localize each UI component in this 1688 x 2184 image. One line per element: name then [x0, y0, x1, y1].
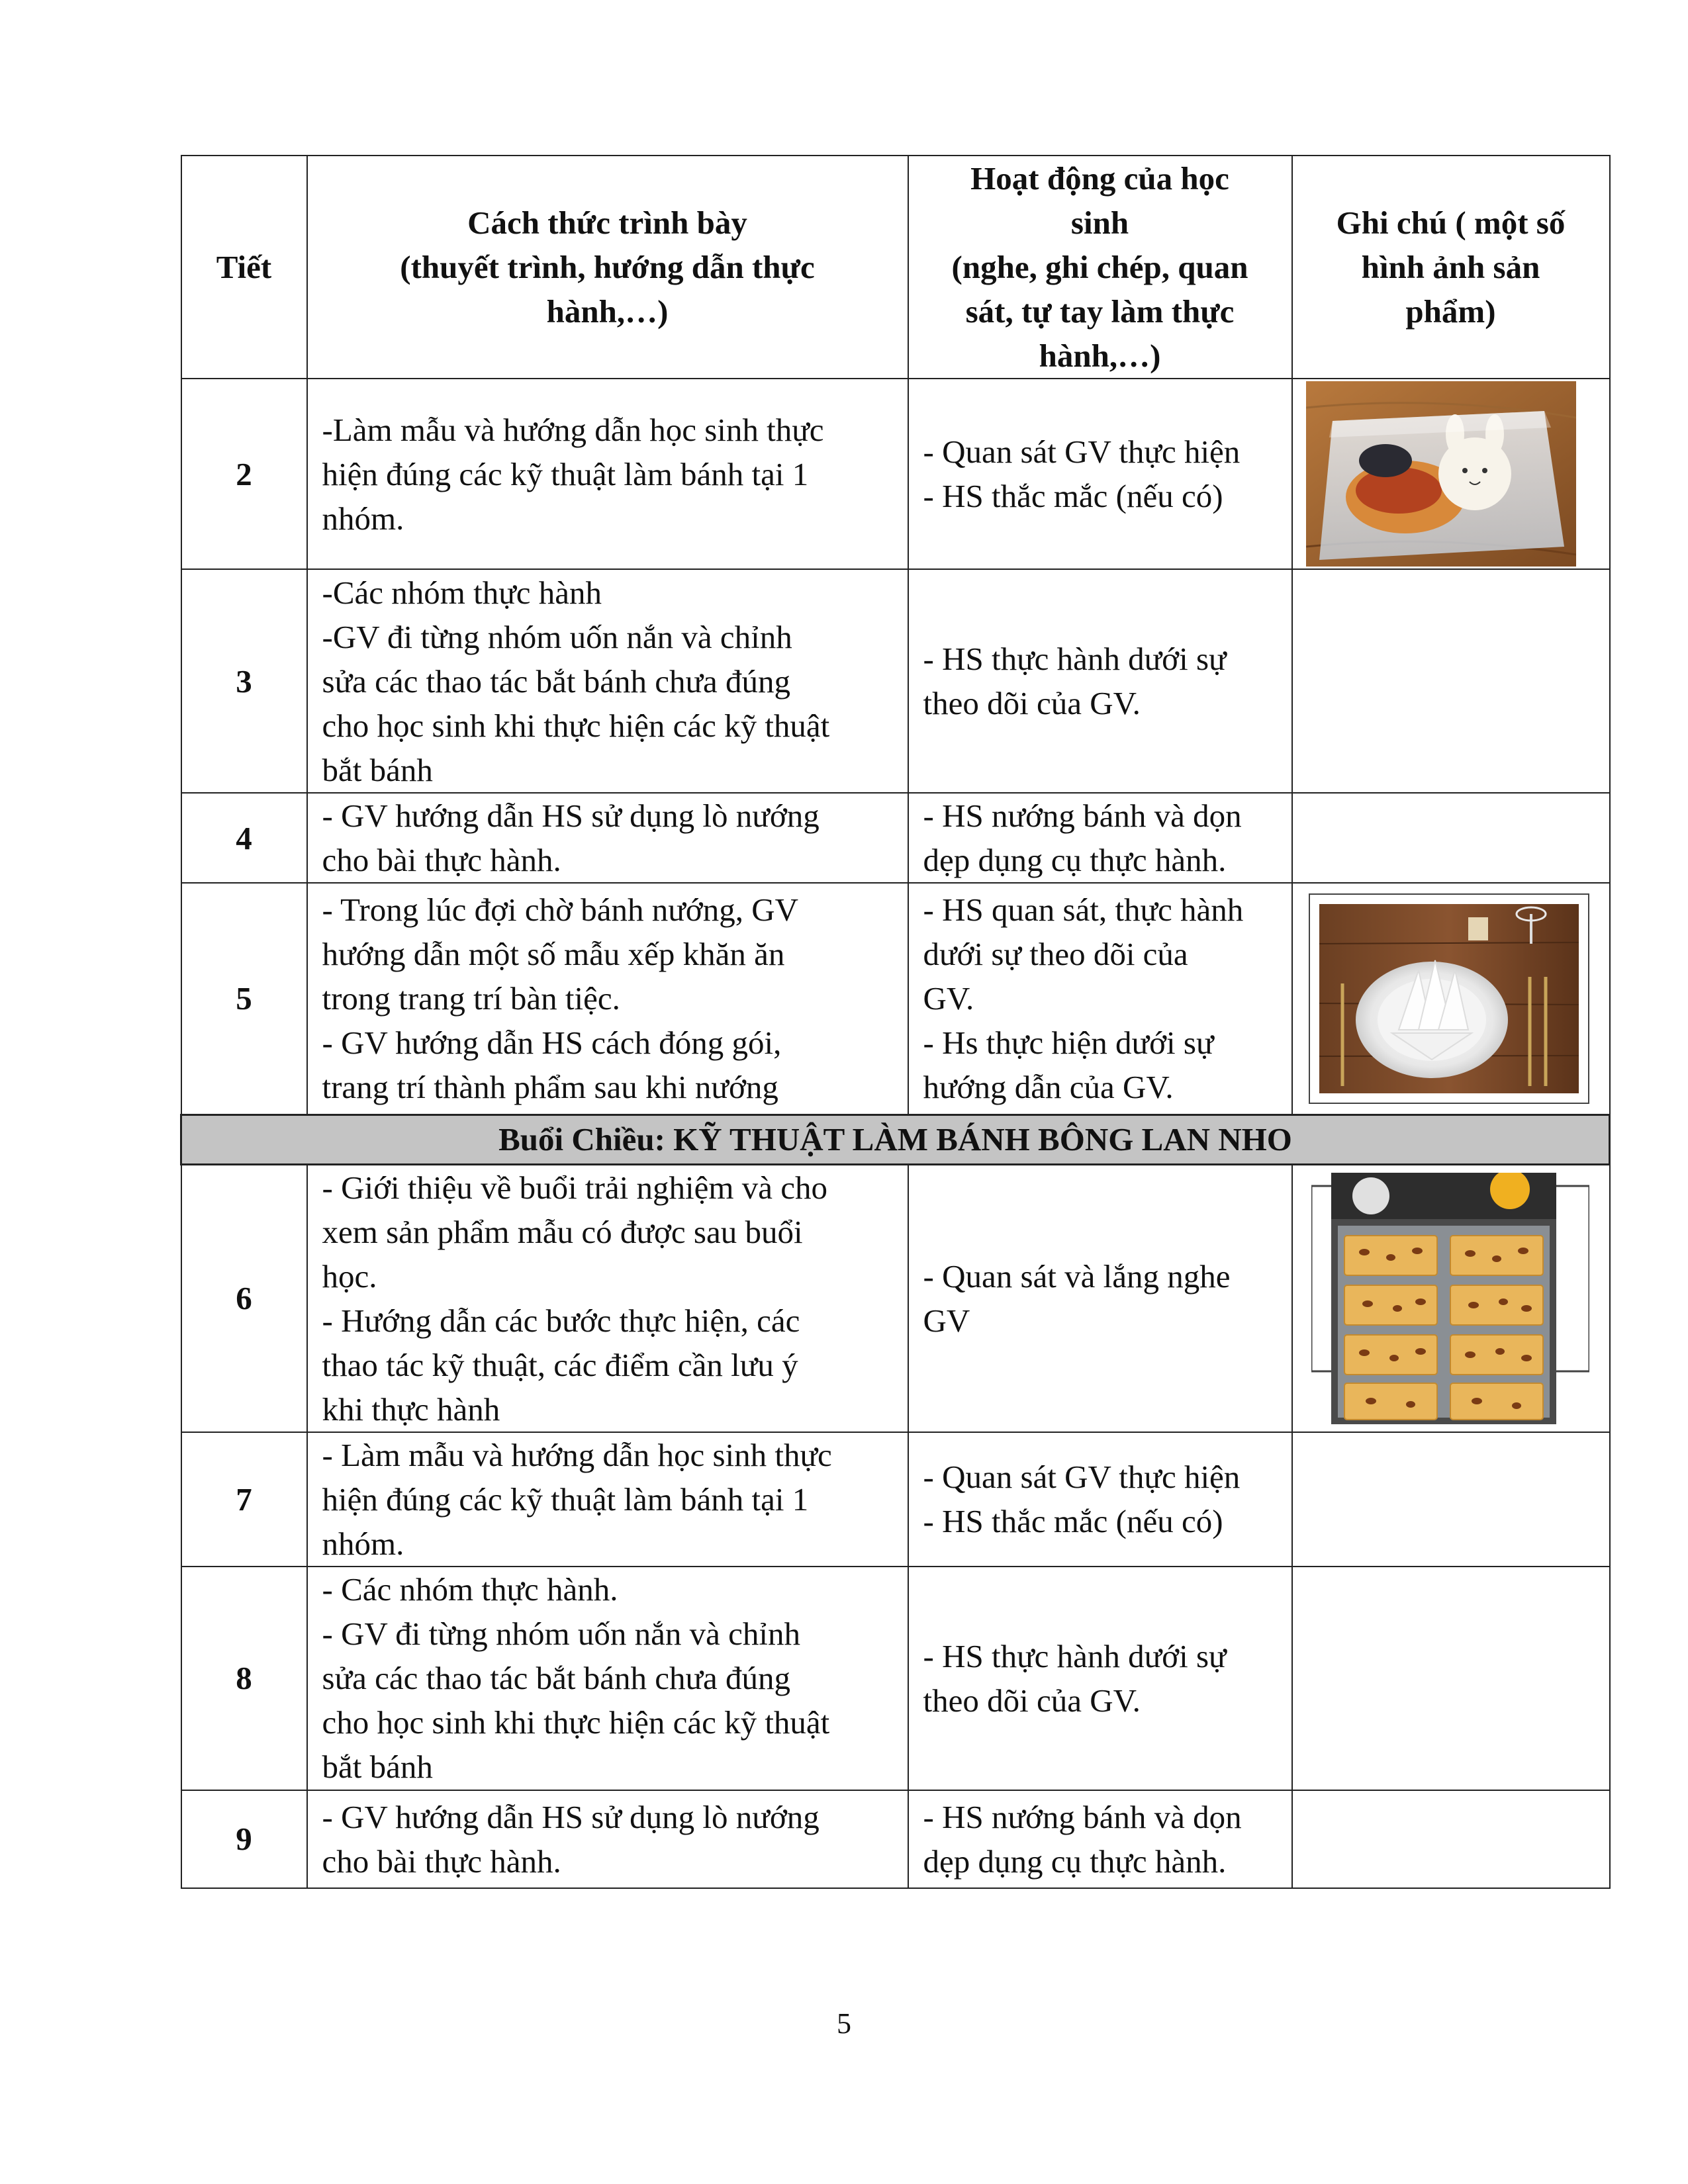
- cach-thuc-cell: - Trong lúc đợi chờ bánh nướng, GV hướng dẫn một số mẫu xếp khăn ăn trong trang trí bàn tiệc. - GV hướng dẫn HS cách đóng gói, trang trí thành phẩm sau khi nướng: [307, 883, 908, 1115]
- table-row: [181, 883, 1610, 1115]
- empty-note-cell: [1292, 793, 1610, 883]
- cach-thuc-cell: -Các nhóm thực hành -GV đi từng nhóm uốn nắn và chỉnh sửa các thao tác bắt bánh chưa đúng cho học sinh khi thực hiện các kỹ thuật bắt bánh: [307, 569, 908, 793]
- table-row: [181, 793, 1610, 883]
- cach-thuc-cell: - Làm mẫu và hướng dẫn học sinh thực hiện đúng các kỹ thuật làm bánh tại 1 nhóm.: [307, 1432, 908, 1567]
- photo-cell: [1292, 379, 1610, 569]
- empty-note-cell: [1292, 1790, 1610, 1888]
- table-row: [181, 1790, 1610, 1888]
- hoat-dong-cell: - HS quan sát, thực hành dưới sự theo dõi của GV. - Hs thực hiện dưới sự hướng dẫn của GV.: [908, 883, 1292, 1115]
- section-row: [181, 1115, 1610, 1164]
- empty-note-cell: [1292, 1567, 1610, 1790]
- photo-cell: [1292, 1164, 1610, 1432]
- hoat-dong-cell: - HS nướng bánh và dọn dẹp dụng cụ thực hành.: [908, 1790, 1292, 1888]
- section-title: Buổi Chiều: KỸ THUẬT LÀM BÁNH BÔNG LAN NHO: [181, 1115, 1610, 1164]
- table-header-row: [181, 156, 1610, 379]
- napkin-plate-photo: [1309, 893, 1589, 1104]
- table-row: [181, 1164, 1610, 1432]
- tiet-number: 5: [181, 883, 307, 1115]
- hoat-dong-cell: - Quan sát và lắng nghe GV: [908, 1164, 1292, 1432]
- header-ghi-chu: Ghi chú ( một số hình ảnh sản phẩm): [1292, 156, 1610, 379]
- photo-cell: [1292, 883, 1610, 1115]
- header-cach-thuc: Cách thức trình bày (thuyết trình, hướng dẫn thực hành,…): [307, 156, 908, 379]
- lesson-plan-table: [180, 155, 1611, 1889]
- hoat-dong-cell: - Quan sát GV thực hiện - HS thắc mắc (nếu có): [908, 379, 1292, 569]
- empty-note-cell: [1292, 569, 1610, 793]
- table-row: [181, 1567, 1610, 1790]
- cach-thuc-cell: - Giới thiệu về buổi trải nghiệm và cho xem sản phẩm mẫu có được sau buổi học. - Hướng dẫn các bước thực hiện, các thao tác kỹ thuật, các điểm cần lưu ý khi thực hành: [307, 1164, 908, 1432]
- hoat-dong-cell: - HS nướng bánh và dọn dẹp dụng cụ thực hành.: [908, 793, 1292, 883]
- empty-note-cell: [1292, 1432, 1610, 1567]
- tiet-number: 3: [181, 569, 307, 793]
- hoat-dong-cell: - HS thực hành dưới sự theo dõi của GV.: [908, 1567, 1292, 1790]
- tiet-number: 7: [181, 1432, 307, 1567]
- tiet-number: 2: [181, 379, 307, 569]
- cach-thuc-cell: -Làm mẫu và hướng dẫn học sinh thực hiện đúng các kỹ thuật làm bánh tại 1 nhóm.: [307, 379, 908, 569]
- tiet-number: 9: [181, 1790, 307, 1888]
- page-number: 5: [837, 2007, 851, 2040]
- sponge-cakes-photo: [1311, 1173, 1589, 1424]
- cach-thuc-cell: - GV hướng dẫn HS sử dụng lò nướng cho bài thực hành.: [307, 1790, 908, 1888]
- cach-thuc-cell: - Các nhóm thực hành. - GV đi từng nhóm uốn nắn và chỉnh sửa các thao tác bắt bánh chưa đúng cho học sinh khi thực hiện các kỹ thuật bắt bánh: [307, 1567, 908, 1790]
- table-row: [181, 569, 1610, 793]
- hoat-dong-cell: - HS thực hành dưới sự theo dõi của GV.: [908, 569, 1292, 793]
- header-hoat-dong: Hoạt động của học sinh (nghe, ghi chép, quan sát, tự tay làm thực hành,…): [908, 156, 1292, 379]
- tiet-number: 6: [181, 1164, 307, 1432]
- tiet-number: 4: [181, 793, 307, 883]
- pastry-bag-photo: [1306, 381, 1576, 567]
- header-tiet: Tiết: [181, 156, 307, 379]
- hoat-dong-cell: - Quan sát GV thực hiện - HS thắc mắc (nếu có): [908, 1432, 1292, 1567]
- table-row: [181, 379, 1610, 569]
- cach-thuc-cell: - GV hướng dẫn HS sử dụng lò nướng cho bài thực hành.: [307, 793, 908, 883]
- tiet-number: 8: [181, 1567, 307, 1790]
- table-row: [181, 1432, 1610, 1567]
